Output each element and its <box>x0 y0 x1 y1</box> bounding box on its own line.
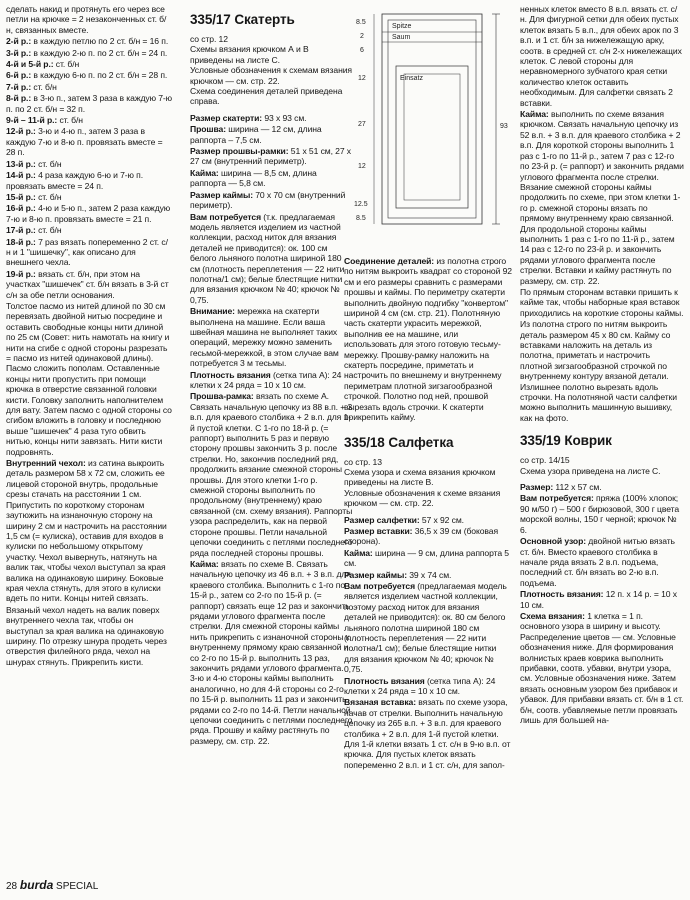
brand-logo: burda <box>19 878 54 892</box>
paragraph <box>520 589 684 610</box>
column-3 <box>344 256 512 771</box>
paragraph <box>190 306 353 368</box>
section-intro: со стр. 13 Схема узора и схема вязания крючком приведены на листе В. Условные обозначения к схеме вязания крючком — см. стр. 22. <box>344 456 501 509</box>
paragraph-text: вязать по схеме В. Связать начальную цепочку из 46 в.п. + 3 в.п. для краевого столбика. Выполнить с 1-го по 15-й р., затем со 2-го по 15-й р. (= раппорт) связать еще 12 раз и закончить рядами углового фрагмента после стрелки. Для смежной стороны каймы нить прикрепить с изнаночной стороны к внутреннему прямому краю связанной и со 2-го по 15-й р. выполнить 13 раз, закончить рядами углового фрагмента. 3-ю и 4-ю стороны каймы выполнить аналогично, но для 4-й стороны со 2-го по 15-й р. выполнить 11 раз и закончить рядами со 2-го по 14-й. Петли начальной цепочки соединить с петлями последнего ряда. Прошву и кайму растянуть по размеру, см. стр. 22. <box>190 558 353 746</box>
section-title-335-17: 335/17 Скатерть <box>190 12 295 27</box>
paragraph <box>6 225 172 235</box>
paragraph-text: из сатина выкроить деталь размером 58 х 72 см, сложить ее лицевой стороной внутрь, продольные срезы стачать на расстоянии 1 см. Припустить по короткому сторонам заутюжить на изнаночную сторону на ширину 2 см и настрочить на расстоянии 1,5 см (= кулиска), оставив для входов в кулиски по небольшому открытому участку. Чехол вывернуть, натянуть на валик так, чтобы чехол выступал за края валика на одинаковую ширину. Боковые края чехла стянуть, для этого в кулиски вдеть по нити. Концы нитей связать. <box>6 458 167 604</box>
paragraph <box>190 124 353 145</box>
paragraph <box>6 203 172 224</box>
paragraph <box>344 515 512 525</box>
paragraph <box>190 559 353 746</box>
paragraph-text: сделать накид и протянуть его через все петли на крючке = 2 незаконченных ст. б/н, связанных вместе. <box>6 4 167 35</box>
dim-8: 8.5 <box>356 215 366 222</box>
paragraph-text: вязать по схеме узора, начав от стрелки. Выполнить начальную цепочку из 265 в.п. + 3 в.п. для краевого столбика + 2 в.п. для 1-й пустой клетки. Для 1-й клетки вязать 1 ст. с/н в 9-ю в.п. от крючка. Для пустых клеток вязать попеременно 2 в.п. и 1 ст. с/н, для запол- <box>344 697 511 770</box>
paragraph-text: мережка на скатерти выполнена на машине. Если ваша швейная машина не выполняет таких операций, мережку можно заменить гесьмой-мережкой, в этом случае вам потребуется 3 м тесьмы. <box>190 306 339 369</box>
paragraph-heading: Вам потребуется <box>190 211 264 222</box>
paragraph-text: в каждую 2-ю п. по 2 ст. б/н = 24 п. <box>33 47 168 58</box>
page-footer <box>6 878 98 892</box>
paragraph-text: пряжа (100% хлопок; 90 м/50 г) – 500 г бирюзовой, 300 г цвета морской волны, 150 г черной; крючок № 6. <box>520 493 680 535</box>
paragraph <box>190 370 353 391</box>
paragraph-heading: Плотность вязания <box>190 369 273 380</box>
paragraph-text: ст. б/н <box>38 158 62 169</box>
paragraph <box>344 548 512 569</box>
paragraph-heading: Плотность вязания: <box>520 589 606 600</box>
dim-6: 12 <box>358 163 366 170</box>
paragraph-text: ненных клеток вместо 8 в.п. вязать ст. с/н. Для фигурной сетки для обеих пустых клеток вязать 5 в.п., для обеих арок по 3 в.п. и 1 ст. б/н за нижележащую арку, соотв. в средней ст. с/н 2-х нижележащих клеток. С левой стороны для неравномерного зубчатого края сетки количество клеток оставить необходимым. Для салфетки связать 2 вставки. <box>520 4 682 108</box>
paragraph <box>6 48 172 58</box>
paragraph <box>520 493 684 535</box>
label-spitze: Spitze <box>392 23 412 30</box>
paragraph-text: ст. б/н <box>38 191 62 202</box>
paragraph-text: 39 х 74 см. <box>409 569 452 580</box>
dim-3: 6 <box>360 47 364 54</box>
paragraph-heading: Плотность вязания <box>344 675 427 686</box>
paragraph <box>6 36 172 46</box>
paragraph-text: в 3-ю п., затем 3 раза в каждую 7-ю п. по 2 ст. б/н = 32 п. <box>6 93 172 114</box>
paragraph <box>190 212 353 306</box>
paragraph-text: выполнить по схеме вязания крючком. Связать начальную цепочку из 52 в.п. + 3 в.п. для краевого столбика + 2 в.п. Для короткой стороны выполнить 1 раз с 1-го по 11-й р., затем 7 раз с 12-го по 23-й р. (= раппорт) и закончить рядами углового фрагмента после стрелки. Вязание смежной стороны каймы продолжить по схеме, при этом клетки 1-го р. смежной стороны вязать по прямому внутреннему краю связанной. Для продольной стороны каймы выполнить 1 раз с 1-го по 11-й р., затем 14 раз с 12-го по 23-й р. и закончить рядами углового фрагмента после стрелки. Вставки и кайму растянуть по размеру, см. стр. 22. <box>520 109 684 286</box>
paragraph-text: ширина — 12 см, длина раппорта – 7,5 см. <box>190 124 322 145</box>
paragraph-heading: Внутренний чехол: <box>6 458 89 469</box>
paragraph-text: 70 х 70 см (внутренний периметр). <box>190 189 346 211</box>
paragraph <box>190 190 353 211</box>
paragraph <box>6 4 172 35</box>
paragraph-heading: 14-й р.: <box>6 170 39 181</box>
paragraph <box>520 4 684 108</box>
paragraph <box>190 391 353 558</box>
paragraph <box>344 570 512 580</box>
column-4 <box>520 4 684 726</box>
paragraph-heading: 15-й р.: <box>6 191 39 202</box>
paragraph <box>6 192 172 202</box>
paragraph-text: в каждую 6-ю п. по 2 ст. б/н = 28 п. <box>33 70 168 81</box>
paragraph-text: ширина — 8,5 см, длина раппорта — 5,8 см. <box>190 167 317 189</box>
paragraph-text: Толстое пасмо из нитей длиной по 30 см перевязать двойной нитью посредине и оставить свободные концы нити длиной по 25 см (Совет: нить намотать на книгу и нити на сгибе с одной стороны разрезать = пасмо из нитей одинаковой длины). Пасмо сложить пополам. Оставленные концы нити пропустить при помощи крючка в отверстие связанной головки кисти. Головку заполнить наполнителем для вату. Затем пасмо с одной стороны со сгибом вложить в головку и последнюю выше "шишечек" 4 раза туго обвить нитью, концы нити завязать. Нити кисти подровнять. <box>6 300 172 457</box>
paragraph-heading: Вам потребуется: <box>520 493 597 504</box>
paragraph-heading: Прошва-рамка: <box>190 391 256 402</box>
paragraph <box>520 287 684 318</box>
paragraph <box>6 458 172 604</box>
paragraph-heading: 17-й р.: <box>6 225 39 236</box>
paragraph-heading: 4-й и 5-й р.: <box>6 59 56 70</box>
paragraph-heading: Размер салфетки: <box>344 514 422 525</box>
paragraph-heading: 3-й р.: <box>6 47 34 58</box>
paragraph-text: Из полотна строго по нитям выкроить деталь размером 45 х 80 см. Кайму со вставками наложить на деталь из полотна, приметать и настрочить плотной зигзагообразной строчкой по внутреннему контуру вязаной детали. Излишнее полотно вырезать вдоль строчки. На полотняной части салфетки можно выполнить машинную вышивку, как на фото. <box>520 319 677 423</box>
paragraph <box>6 70 172 80</box>
paragraph-heading: Размер вставки: <box>344 525 415 536</box>
paragraph <box>6 237 172 268</box>
paragraph-heading: 19-й р.: <box>6 268 39 279</box>
paragraph-text: 4 раза каждую 6-ю и 7-ю п. провязать вместе = 24 п. <box>6 170 144 191</box>
paragraph <box>520 611 684 725</box>
paragraph-text: 51 х 51 см, 27 х 27 см (внутренний периметр). <box>190 146 351 167</box>
paragraph <box>344 697 512 770</box>
paragraph-group <box>344 256 512 423</box>
paragraph-group <box>344 515 512 771</box>
paragraph-text: вязать по схеме А. Связать начальную цепочку из 88 в.п. + 3 в.п. для краевого столбика + 2 в.п. для 1-й пустой клетки. С 1-го по 18-й р. (= раппорт) выполнить 5 раз и первую сторону прошвы закончить 3 р. после стрелки. Но, закончив последний ряд, продолжить вязание смежной стороны прошвы. Для этого клетки 1-го р. смежной стороны выполнить по продольному (внутреннему) краю связанной (см. схему вязания). Раппорты узора распределить, как на первой стороне прошвы. Петли начальной цепочки соединить с петлями последнего ряда последней стороны прошвы. <box>190 391 353 558</box>
label-einsatz: Einsatz <box>400 75 423 82</box>
paragraph-group <box>520 4 684 423</box>
paragraph-heading: 16-й р.: <box>6 203 39 214</box>
paragraph-text: 36,5 х 39 см (боковая сторона). <box>344 525 499 547</box>
paragraph-heading: Соединение деталей: <box>344 256 437 266</box>
column-2 <box>190 10 353 747</box>
paragraph <box>190 146 353 167</box>
paragraph-heading: 7-й р.: <box>6 81 34 92</box>
paragraph-heading: 9-й – 11-й р.: <box>6 115 60 126</box>
paragraph <box>6 59 172 69</box>
paragraph-text: (сетка типа А): 24 клетки х 24 ряда = 10 х 10 см. <box>344 675 496 697</box>
paragraph <box>6 82 172 92</box>
paragraph-text: По прямым сторонам вставки пришить к кайме так, чтобы наборные края вставок приходились на короткие стороны каймы. <box>520 286 684 318</box>
paragraph <box>6 93 172 114</box>
dim-1: 8.5 <box>356 19 366 26</box>
paragraph <box>6 159 172 169</box>
paragraph-heading: 8-й р.: <box>6 93 34 104</box>
paragraph-text: ширина — 9 см, длина раппорта 5 см. <box>344 547 509 569</box>
paragraph <box>6 126 172 157</box>
paragraph-heading: Вам потребуется <box>344 580 418 591</box>
paragraph <box>6 115 172 125</box>
paragraph-heading: Размер: <box>520 482 556 493</box>
paragraph-group <box>190 113 353 746</box>
assembly-diagram <box>344 8 516 248</box>
paragraph <box>6 605 172 667</box>
paragraph-heading: Размер каймы: <box>190 189 256 200</box>
paragraph-text: 7 раз вязать попеременно 2 ст. с/н и 1 "шишечку", как описано для внешнего чехла. <box>6 236 168 268</box>
paragraph-heading: Размер прошвы-рамки: <box>190 146 291 157</box>
paragraph-heading: Кайма: <box>190 167 221 178</box>
paragraph <box>6 269 172 300</box>
paragraph-text: ст. б/н <box>59 115 83 126</box>
paragraph-text: ст. б/н <box>55 59 80 70</box>
section-title-335-19: 335/19 Коврик <box>520 433 612 449</box>
paragraph-heading: 13-й р.: <box>6 158 39 169</box>
dim-2: 2 <box>360 33 364 40</box>
paragraph-text: в каждую петлю по 2 ст. б/н = 16 п. <box>33 36 169 47</box>
paragraph-heading: Схема вязания: <box>520 610 588 621</box>
section-intro: со стр. 14/15 Схема узора приведена на листе С. <box>520 455 661 476</box>
dim-4: 12 <box>358 75 366 82</box>
paragraph-heading: Основной узор: <box>520 536 589 547</box>
paragraph-heading: Прошва: <box>190 124 229 135</box>
paragraph <box>344 526 512 547</box>
section-intro: со стр. 12 Схемы вязания крючком А и В приведены на листе С. Условные обозначения к схемам вязания крючком — см. стр. 22. Схема соединения деталей приведена справа. <box>190 34 352 107</box>
paragraph-text: (т.к. предлагаемая модель является изделием из частной коллекции, расход ниток для вязания деталей не приводится): ок. 100 см белого льняного полотна шириной 180 см (плотность переплетения — 22 нити полотна/1 см); белые блестящие нитки для вязания крючком № 40; крючок № 0,75. <box>190 211 345 305</box>
paragraph-text: 4-ю и 5-ю п., затем 2 раза каждую 7-ю и 8-ю п. провязать вместе = 21 п. <box>6 203 171 224</box>
paragraph-text: 112 х 57 см. <box>555 482 602 493</box>
paragraph-text: 93 х 93 см. <box>264 112 307 123</box>
paragraph-heading: 18-й р.: <box>6 236 39 247</box>
paragraph-text: из полотна строго по нитям выкроить квадрат со стороной 92 см и его размеры сравнить с размерами прошвы и каймы. По периметру скатерти выполнить двойную подгибку "конвертом" шириной 4 см (см. стр. 21). Полотняную часть скатерти украсить мережкой, выполнив ее на машине, или использовать для этого готовую тесьму-мережку. Прошву-рамку наложить на скатерть посредине, приметать и настрочить по внешнему и внутреннему периметрам плотной зигзагообразной строчкой. Полотно под ней, прошвой вырезать вдоль строчки. К скатерти прикрепить кайму. <box>344 256 512 423</box>
paragraph <box>190 168 353 189</box>
label-saum: Saum <box>392 34 411 41</box>
paragraph <box>6 301 172 457</box>
paragraph-text: 1 клетка = 1 п. основного узора в ширину и высоту. Распределение цветов — см. Условные обозначения ниже. Для формирования волнистых краев коврика выполнить прибавки, соотв. убавки, внутри узора, см. Условные обозначения ниже. Затем вязать основным узором без прибавок и убавок. Для прибавки вязать ст. б/н в 1 ст. б/н, соотв. убавляемые петли провязать лишь для большей на- <box>520 610 684 725</box>
paragraph-text: двойной нитью вязать ст. б/н. Вместо краевого столбика в начале ряда вязать 2 в.п. подъема, последний ст. б/н вязать во 2-ю в.п. подъема. <box>520 536 675 588</box>
paragraph-text: вязать ст. б/н, при этом на участках "шишечек" ст. б/н вязать в 3-й ст с/н за обе петли основания. <box>6 268 169 300</box>
paragraph <box>520 109 684 286</box>
paragraph-heading: Размер каймы: <box>344 569 410 580</box>
paragraph-heading: Размер скатерти: <box>190 112 265 123</box>
paragraph-text: ст. б/н <box>38 225 62 236</box>
paragraph-heading: 2-й р.: <box>6 36 34 47</box>
paragraph <box>344 581 512 675</box>
dim-5: 27 <box>358 121 366 128</box>
paragraph-heading: Вязаная вставка: <box>344 697 419 708</box>
paragraph-text: 3-ю и 4-ю п., затем 3 раза в каждую 7-ю и 8-ю п. провязать вместе = 28 п. <box>6 126 163 158</box>
dim-93: 93 <box>500 123 508 130</box>
page-number: 28 <box>6 881 18 892</box>
paragraph <box>344 256 512 423</box>
paragraph <box>520 319 684 423</box>
paragraph-group <box>520 482 684 725</box>
paragraph <box>520 482 684 492</box>
paragraph-text: (предлагаемая модель является изделием частной коллекции, поэтому расход ниток для вязания деталей не приводится): ок. 80 см белого льняного полотна шириной 180 см (плотность переплетения — 22 нити полотна/1 см); белые блестящие нитки для вязания крючком № 40; крючок № 0,75. <box>344 580 507 675</box>
paragraph-heading: Кайма: <box>344 547 375 558</box>
brand-special: SPECIAL <box>56 881 99 892</box>
paragraph-heading: Кайма: <box>190 558 221 569</box>
paragraph-heading: Внимание: <box>190 306 238 317</box>
paragraph <box>520 536 684 588</box>
paragraph-text: 12 п. х 14 р. = 10 х 10 см. <box>520 589 677 610</box>
paragraph-heading: 12-й р.: <box>6 126 39 137</box>
paragraph-text: (сетка типа А): 24 клетки х 24 ряда = 10 х 10 см. <box>190 369 342 390</box>
paragraph <box>6 170 172 191</box>
paragraph-text: ст. б/н <box>33 81 57 92</box>
paragraph-text: 57 х 92 см. <box>421 514 464 525</box>
column-1 <box>6 4 172 668</box>
paragraph-heading: 6-й р.: <box>6 70 34 81</box>
paragraph-text: Вязаный чехол надеть на валик поверх внутреннего чехла так, чтобы он выступал за края валика на одинаковую ширину. По отрезку шнура продеть через отверстия филейного ряда, чехол на шнурах стянуть. Прикрепить кисти. <box>6 604 167 667</box>
paragraph-heading: Кайма: <box>520 109 551 120</box>
dim-7: 12.5 <box>354 201 368 208</box>
paragraph <box>344 676 512 697</box>
section-title-335-18: 335/18 Салфетка <box>344 434 454 450</box>
paragraph <box>190 113 353 123</box>
